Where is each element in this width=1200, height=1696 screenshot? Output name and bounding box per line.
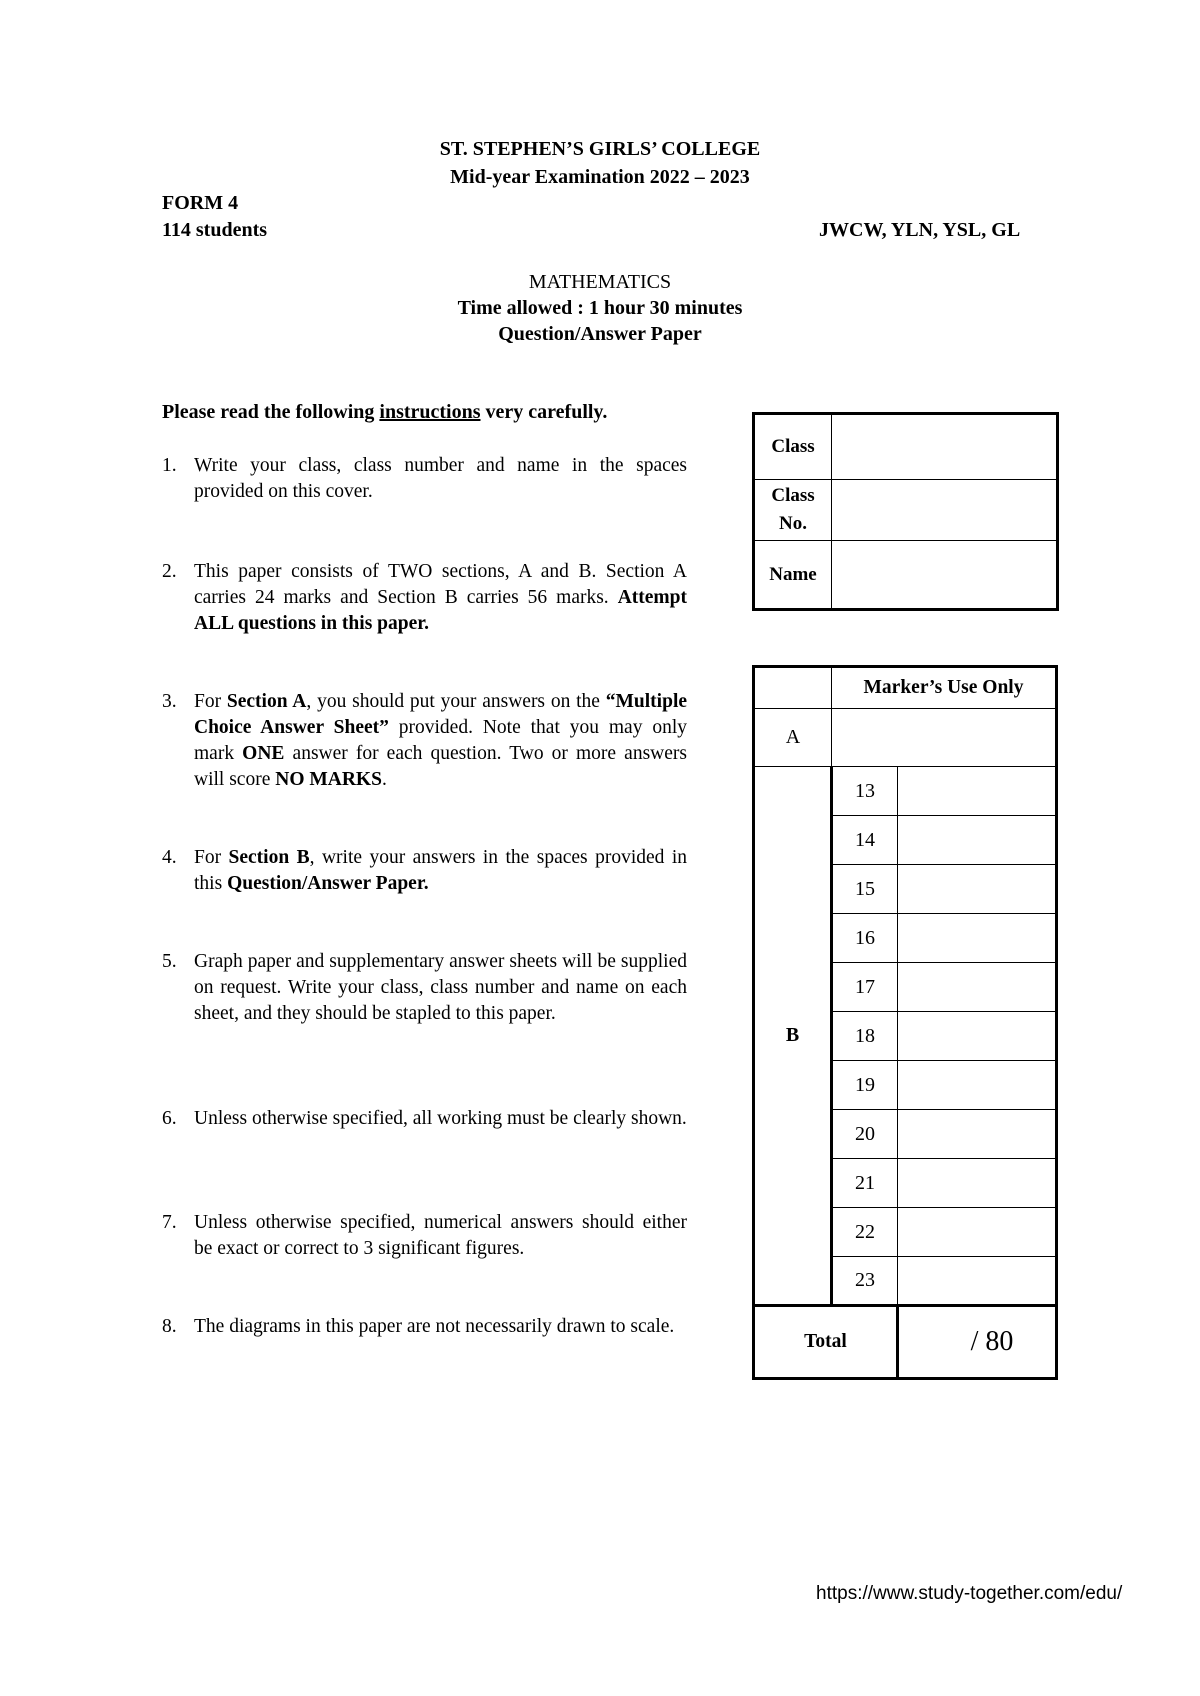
name-label: Name: [754, 541, 832, 610]
instruction-item: 2. This paper consists of TWO sections, A and B. Section A carries 24 marks and Section B carries 56 marks. Attempt ALL questions in this paper.: [162, 561, 687, 634]
marker-box: [752, 665, 1058, 1380]
question-number: 22: [832, 1208, 898, 1257]
instructions-intro: Please read the following instructions very carefully.: [162, 401, 608, 423]
teacher-initials: JWCW, YLN, YSL, GL: [819, 219, 1021, 241]
question-marks[interactable]: [898, 767, 1057, 816]
subject-title: MATHEMATICS: [528, 271, 672, 293]
question-number: 15: [832, 865, 898, 914]
school-name: ST. STEPHEN’S GIRLS’ COLLEGE: [439, 138, 761, 160]
section-b-label: B: [754, 767, 832, 1306]
name-field[interactable]: [832, 541, 1058, 610]
marker-title: Marker’s Use Only: [832, 667, 1057, 709]
time-allowed: Time allowed : 1 hour 30 minutes: [457, 297, 743, 319]
question-number: 19: [832, 1061, 898, 1110]
instruction-item: 8. The diagrams in this paper are not necessarily drawn to scale.: [162, 1316, 675, 1337]
question-number: 20: [832, 1110, 898, 1159]
instruction-item: 5. Graph paper and supplementary answer sheets will be supplied on request. Write your class, class number and name on each sheet, and they should be stapled to this paper.: [162, 951, 687, 1024]
section-a-marks[interactable]: [832, 709, 1057, 767]
question-number: 23: [832, 1257, 898, 1306]
instruction-item: 3. For Section A, you should put your answers on the “Multiple Choice Answer Sheet” provided. Note that you may only mark ONE answer for each question. Two or more answers will score NO MARKS.: [162, 691, 688, 790]
source-url: https://www.study-together.com/edu/: [816, 1583, 1123, 1604]
instruction-item: 6. Unless otherwise specified, all working must be clearly shown.: [162, 1108, 687, 1129]
question-marks[interactable]: [898, 1159, 1057, 1208]
marker-corner-cell: [754, 667, 832, 709]
class-label: Class: [754, 414, 832, 480]
class-no-label: Class No.: [754, 480, 832, 541]
exam-title: Mid-year Examination 2022 – 2023: [450, 166, 750, 188]
instruction-item: 1. Write your class, class number and name in the spaces provided on this cover.: [162, 455, 687, 502]
student-count: 114 students: [162, 219, 268, 241]
question-marks[interactable]: [898, 865, 1057, 914]
total-label: Total: [754, 1306, 898, 1379]
paper-type: Question/Answer Paper: [498, 323, 702, 345]
question-number: 16: [832, 914, 898, 963]
question-marks[interactable]: [898, 1110, 1057, 1159]
question-number: 14: [832, 816, 898, 865]
class-no-field[interactable]: [832, 480, 1058, 541]
total-score[interactable]: / 80: [898, 1306, 1057, 1379]
form-label: FORM 4: [162, 192, 239, 214]
question-marks[interactable]: [898, 1061, 1057, 1110]
question-marks[interactable]: [898, 914, 1057, 963]
question-number: 13: [832, 767, 898, 816]
section-a-label: A: [754, 709, 832, 767]
instruction-item: 4. For Section B, write your answers in the spaces provided in this Question/Answer Paper.: [162, 847, 687, 894]
class-field[interactable]: [832, 414, 1058, 480]
question-number: 21: [832, 1159, 898, 1208]
question-marks[interactable]: [898, 963, 1057, 1012]
question-number: 18: [832, 1012, 898, 1061]
question-marks[interactable]: [898, 1257, 1057, 1306]
question-marks[interactable]: [898, 816, 1057, 865]
question-marks[interactable]: [898, 1208, 1057, 1257]
instruction-item: 7. Unless otherwise specified, numerical answers should either be exact or correct to 3 significant figures.: [162, 1212, 687, 1259]
student-id-box: [752, 412, 1059, 611]
question-marks[interactable]: [898, 1012, 1057, 1061]
question-number: 17: [832, 963, 898, 1012]
